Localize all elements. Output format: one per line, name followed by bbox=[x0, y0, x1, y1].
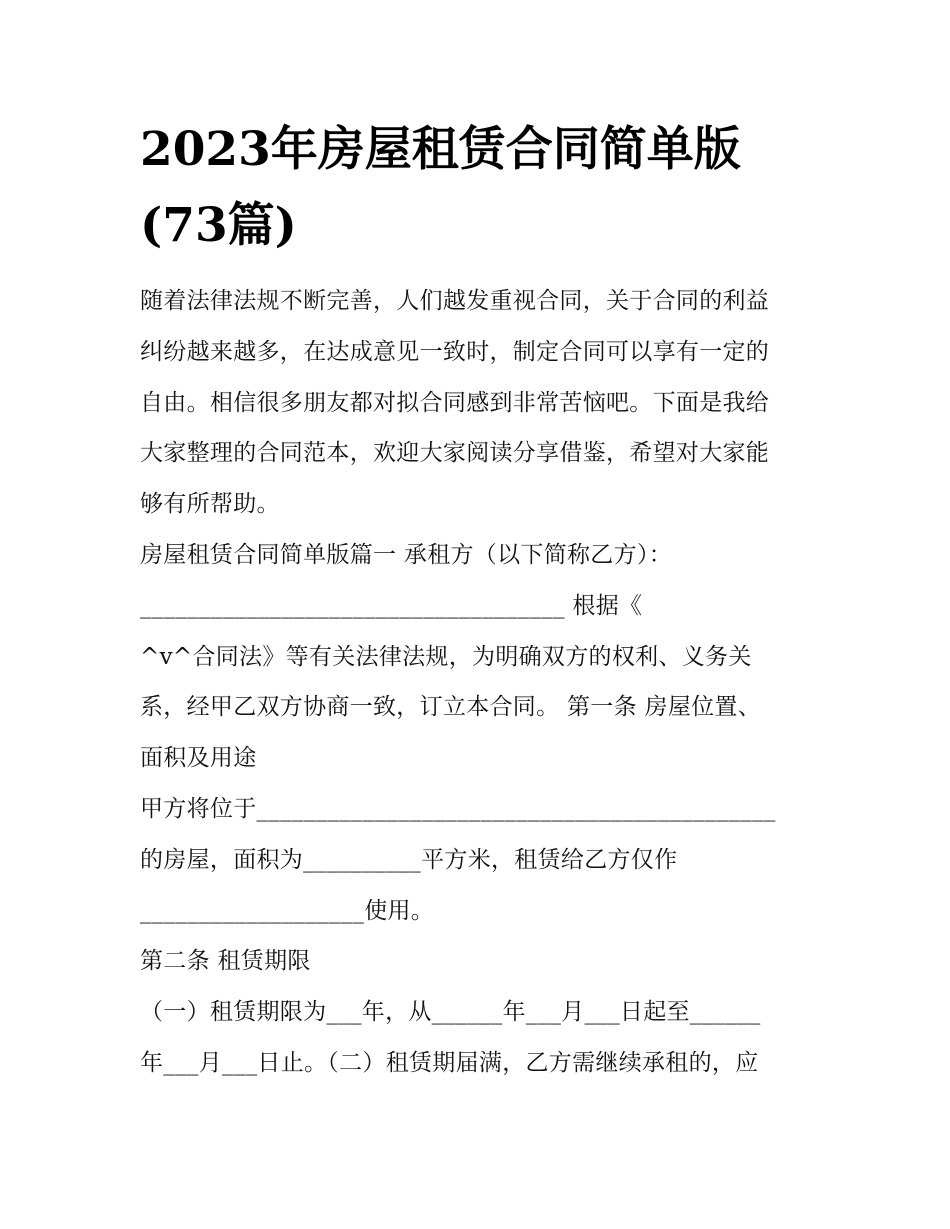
body-line: 自由。相信很多朋友都对拟合同感到非常苦恼吧。下面是我给 bbox=[140, 389, 770, 416]
body-line: ^v^合同法》等有关法律法规，为明确双方的权利、义务关 bbox=[140, 643, 752, 670]
body-line: 大家整理的合同范本，欢迎大家阅读分享借鉴，希望对大家能 bbox=[140, 440, 770, 467]
document-body bbox=[140, 276, 830, 1089]
body-line: 年___月___日止。（二）租赁期届满，乙方需继续承租的，应 bbox=[140, 1049, 759, 1076]
body-line: ___________________使用。 bbox=[140, 897, 435, 924]
title-line: 2023年房屋租赁合同简单版 bbox=[140, 122, 741, 177]
document-title bbox=[140, 112, 820, 264]
title-line: (73篇) bbox=[140, 198, 297, 253]
body-line: 面积及用途 bbox=[140, 745, 257, 772]
body-line: 的房屋，面积为__________平方米，租赁给乙方仅作 bbox=[140, 846, 678, 873]
body-line: 够有所帮助。 bbox=[140, 491, 280, 518]
body-line: 甲方将位于____________________________________________ bbox=[140, 795, 776, 822]
body-line: 纠纷越来越多，在达成意见一致时，制定合同可以享有一定的 bbox=[140, 338, 770, 365]
body-line: 随着法律法规不断完善，人们越发重视合同，关于合同的利益 bbox=[140, 288, 770, 314]
body-line: 系，经甲乙双方协商一致，订立本合同。 第一条 房屋位置、 bbox=[140, 694, 762, 721]
body-line: ____________________________________ 根据《 bbox=[140, 592, 643, 619]
body-line: （一）租赁期限为___年，从______年___月___日起至______ bbox=[140, 999, 761, 1026]
body-line: 房屋租赁合同简单版篇一 承租方（以下简称乙方）： bbox=[140, 541, 673, 568]
body-line: 第二条 租赁期限 bbox=[140, 948, 311, 975]
